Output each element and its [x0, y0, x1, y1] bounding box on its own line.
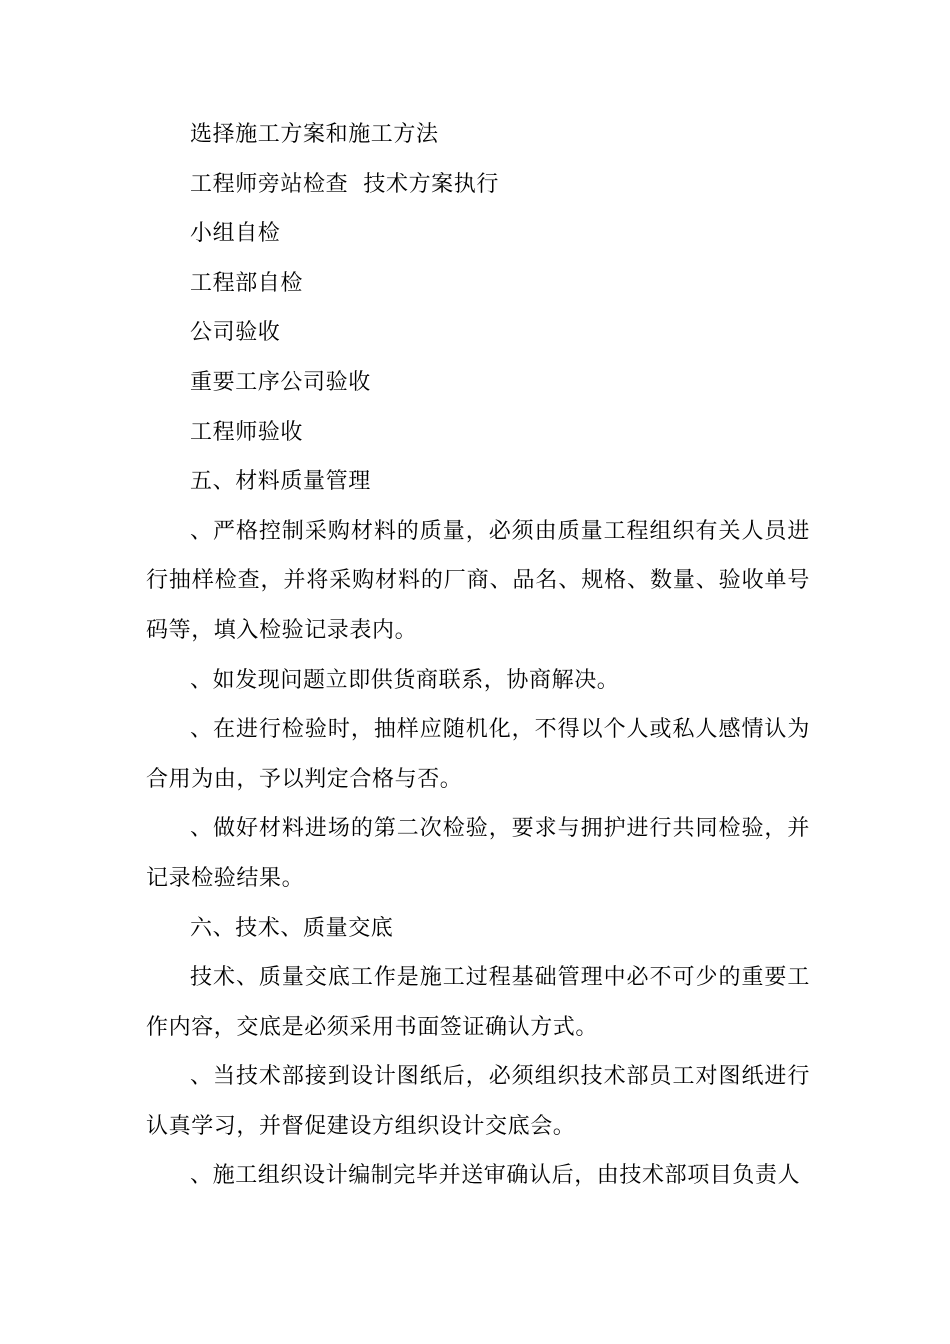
paragraph-material-purchase: 、严格控制采购材料的质量，必须由质量工程组织有关人员进行抽样检查，并将采购材料的厂商、品名、规格、数量、验收单号码等，填入检验记录表内。	[146, 518, 810, 643]
paragraph-dept-self-check: 工程部自检	[190, 270, 304, 296]
paragraph-random-sampling: 、在进行检验时，抽样应随机化，不得以个人或私人感情认为合用为由，予以判定合格与否。	[146, 717, 810, 792]
paragraph-construction-plan: 选择施工方案和施工方法	[190, 122, 439, 147]
paragraph-key-process-acceptance: 重要工序公司验收	[190, 369, 371, 395]
paragraph-briefing-intro: 技术、质量交底工作是施工过程基础管理中必不可少的重要工作内容，交底是必须采用书面签证确认方式。	[146, 965, 810, 1040]
paragraph-problem-contact: 、如发现问题立即供货商联系，协商解决。	[190, 667, 620, 693]
paragraph-second-inspection: 、做好材料进场的第二次检验，要求与拥护进行共同检验，并记录检验结果。	[146, 816, 810, 891]
paragraph-engineer-acceptance: 工程师验收	[190, 419, 304, 445]
paragraph-drawing-study: 、当技术部接到设计图纸后，必须组织技术部员工对图纸进行认真学习，并督促建设方组织设计交底会。	[146, 1064, 810, 1139]
document-body	[146, 110, 810, 1201]
paragraph-company-acceptance: 公司验收	[190, 320, 281, 346]
paragraph-engineer-inspection: 工程师旁站检查 技术方案执行	[190, 171, 499, 197]
paragraph-team-self-check: 小组自检	[190, 221, 281, 247]
section-heading-material-quality: 五、材料质量管理	[190, 469, 371, 495]
section-heading-technical-briefing: 六、技术、质量交底	[190, 915, 394, 941]
paragraph-design-approval: 、施工组织设计编制完毕并送审确认后，由技术部项目负责人	[190, 1163, 801, 1189]
